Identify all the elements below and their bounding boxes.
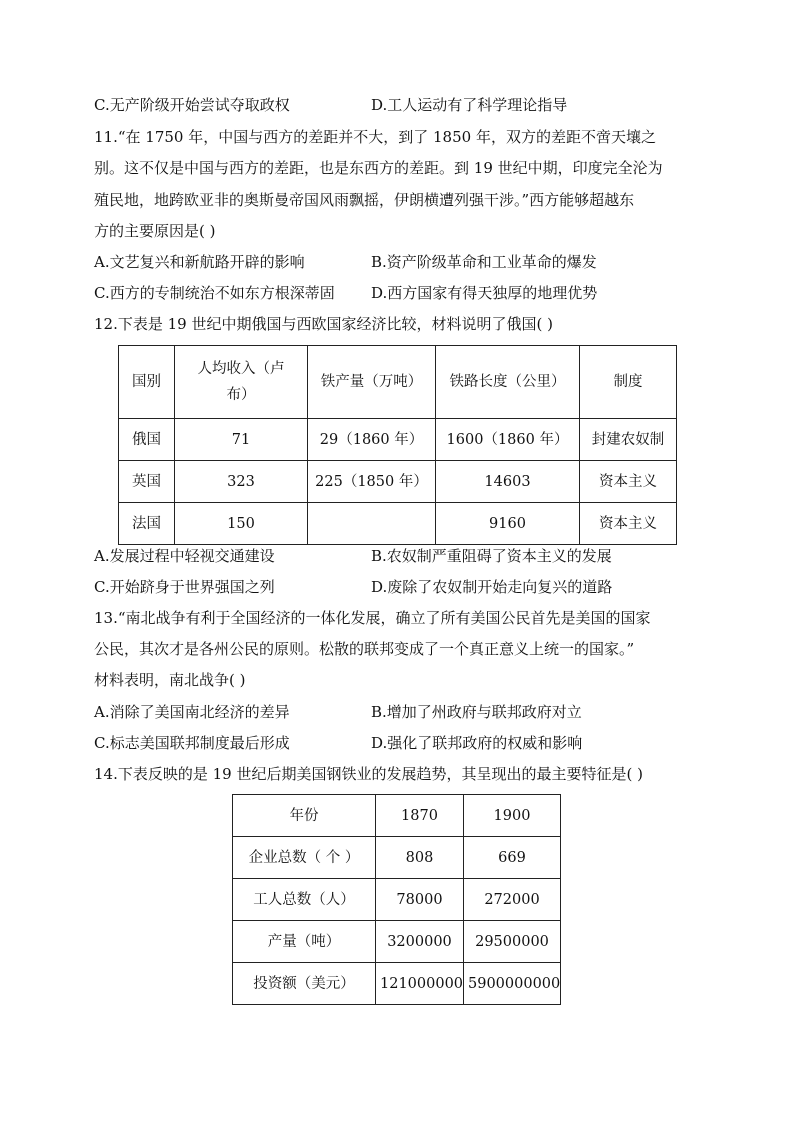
q13-options-row xyxy=(94,702,714,722)
table-row xyxy=(119,419,677,461)
table-cell: 78000 xyxy=(376,879,464,921)
table-cell: 150 xyxy=(175,503,308,545)
table-cell: 808 xyxy=(376,837,464,879)
table-cell: 29（1860 年） xyxy=(308,419,436,461)
table-cell: 英国 xyxy=(119,461,175,503)
q11-option-b[interactable]: B.资产阶级革命和工业革命的爆发 xyxy=(371,253,597,271)
q13-option-a[interactable]: A.消除了美国南北经济的差异 xyxy=(94,703,290,721)
table-cell xyxy=(308,503,436,545)
q11-stem-line: 方的主要原因是( ) xyxy=(94,222,216,240)
q11-stem-line: 殖民地，地跨欧亚非的奥斯曼帝国风雨飘摇，伊朗横遭列强干涉。”西方能够超越东 xyxy=(94,191,635,209)
q13-options-row xyxy=(94,733,714,753)
q12-options-row xyxy=(94,577,714,597)
table-cell: 封建农奴制 xyxy=(580,419,677,461)
table-header-cell: 铁产量（万吨） xyxy=(308,346,436,419)
table-row xyxy=(233,963,561,1005)
table-header-cell: 制度 xyxy=(580,346,677,419)
q12-option-d[interactable]: D.废除了农奴制开始走向复兴的道路 xyxy=(371,578,613,596)
table-cell: 企业总数（ 个 ） xyxy=(233,837,376,879)
table-cell: 669 xyxy=(464,837,561,879)
q13-option-c[interactable]: C.标志美国联邦制度最后形成 xyxy=(94,734,290,752)
table-cell: 323 xyxy=(175,461,308,503)
q13-option-d[interactable]: D.强化了联邦政府的权威和影响 xyxy=(371,734,583,752)
q10-options-row xyxy=(94,95,714,115)
q12-option-a[interactable]: A.发展过程中轻视交通建设 xyxy=(94,547,275,565)
table-cell: 5900000000 xyxy=(464,963,561,1005)
q12-stem: 12.下表是 19 世纪中期俄国与西欧国家经济比较，材料说明了俄国( ) xyxy=(94,315,553,333)
q13-stem-line: 公民，其次才是各州公民的原则。松散的联邦变成了一个真正意义上统一的国家。” xyxy=(94,640,635,658)
table-cell: 年份 xyxy=(233,795,376,837)
q11-options-row xyxy=(94,252,714,272)
table-cell: 121000000 xyxy=(376,963,464,1005)
table-cell: 1900 xyxy=(464,795,561,837)
q14-stem: 14.下表反映的是 19 世纪后期美国钢铁业的发展趋势，其呈现出的最主要特征是( ) xyxy=(94,765,643,783)
q12-option-c[interactable]: C.开始跻身于世界强国之列 xyxy=(94,578,275,596)
table-header-cell: 铁路长度（公里） xyxy=(436,346,580,419)
table-cell: 3200000 xyxy=(376,921,464,963)
q12-options-row xyxy=(94,546,714,566)
table-cell: 1870 xyxy=(376,795,464,837)
table-cell: 71 xyxy=(175,419,308,461)
q10-option-c[interactable]: C.无产阶级开始尝试夺取政权 xyxy=(94,96,290,114)
q12-option-b[interactable]: B.农奴制严重阻碍了资本主义的发展 xyxy=(371,547,612,565)
table-row xyxy=(233,879,561,921)
table-cell: 9160 xyxy=(436,503,580,545)
table-cell: 14603 xyxy=(436,461,580,503)
table-cell: 资本主义 xyxy=(580,503,677,545)
table-cell: 225（1850 年） xyxy=(308,461,436,503)
q14-table xyxy=(232,794,561,1005)
q11-option-c[interactable]: C.西方的专制统治不如东方根深蒂固 xyxy=(94,284,335,302)
q11-stem-line: 别。这不仅是中国与西方的差距，也是东西方的差距。到 19 世纪中期，印度完全沦为 xyxy=(94,159,663,177)
table-cell: 法国 xyxy=(119,503,175,545)
table-cell: 29500000 xyxy=(464,921,561,963)
q13-stem-line: 材料表明，南北战争( ) xyxy=(94,671,246,689)
q13-stem-line: 13.“南北战争有利于全国经济的一体化发展，确立了所有美国公民首先是美国的国家 xyxy=(94,609,651,627)
table-row xyxy=(233,795,561,837)
q13-option-b[interactable]: B.增加了州政府与联邦政府对立 xyxy=(371,703,582,721)
table-header-cell: 国别 xyxy=(119,346,175,419)
table-header-cell: 人均收入（卢布） xyxy=(175,346,308,419)
q11-options-row xyxy=(94,283,714,303)
table-cell: 投资额（美元） xyxy=(233,963,376,1005)
q11-stem-line: 11.“在 1750 年，中国与西方的差距并不大，到了 1850 年，双方的差距不啻天壤之 xyxy=(94,128,656,146)
table-header-row xyxy=(119,346,677,419)
q12-table xyxy=(118,345,677,545)
table-row xyxy=(119,461,677,503)
table-cell: 1600（1860 年） xyxy=(436,419,580,461)
table-cell: 工人总数（人） xyxy=(233,879,376,921)
table-cell: 产量（吨） xyxy=(233,921,376,963)
table-cell: 俄国 xyxy=(119,419,175,461)
table-cell: 272000 xyxy=(464,879,561,921)
q11-option-a[interactable]: A.文艺复兴和新航路开辟的影响 xyxy=(94,253,305,271)
table-row xyxy=(233,837,561,879)
table-row xyxy=(119,503,677,545)
q10-option-d[interactable]: D.工人运动有了科学理论指导 xyxy=(371,96,568,114)
q11-option-d[interactable]: D.西方国家有得天独厚的地理优势 xyxy=(371,284,598,302)
table-cell: 资本主义 xyxy=(580,461,677,503)
table-row xyxy=(233,921,561,963)
